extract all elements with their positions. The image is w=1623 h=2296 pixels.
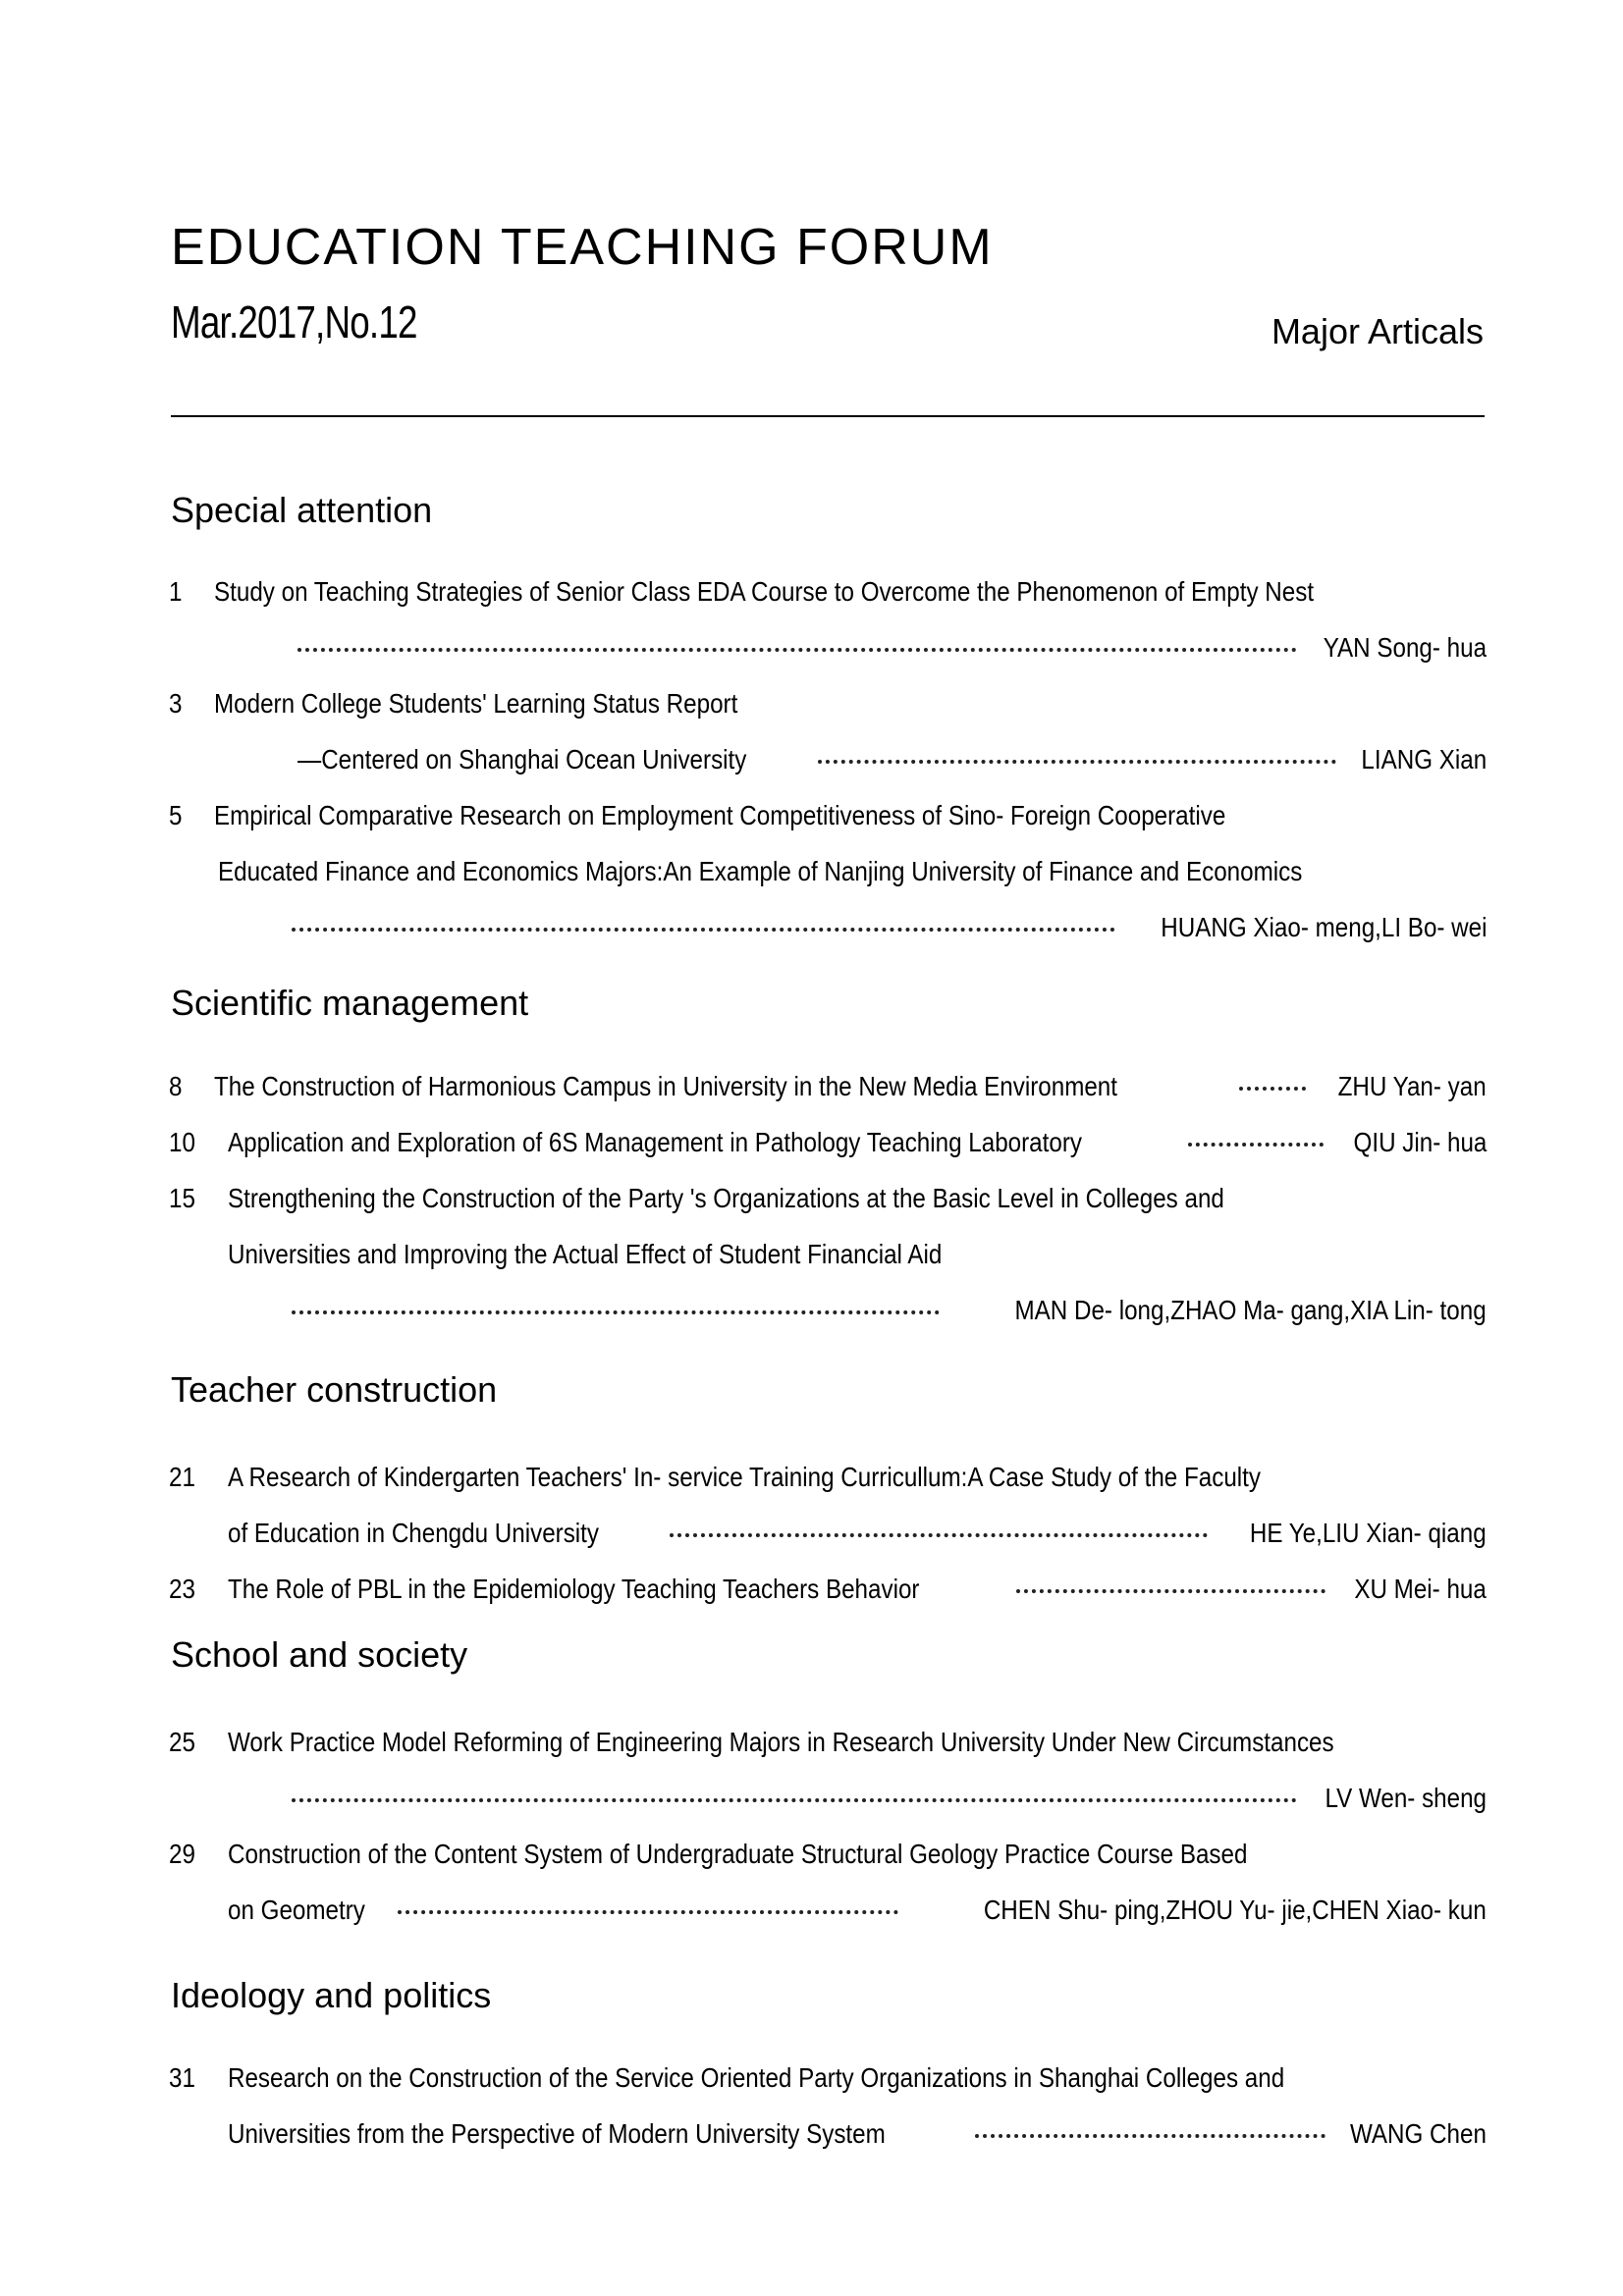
dot-leader: [670, 1533, 1208, 1537]
entry-title-line: Universities and Improving the Actual Effect of Student Financial Aid: [228, 1239, 943, 1269]
entry-page-number: 29: [169, 1839, 195, 1869]
entry-authors: LV Wen- sheng: [1325, 1783, 1487, 1813]
entry-authors: LIANG Xian: [1361, 744, 1487, 774]
section-heading-ideology-and-politics: Ideology and politics: [171, 1975, 492, 2015]
dot-leader: [1239, 1087, 1306, 1091]
entry-authors: HUANG Xiao- meng,LI Bo- wei: [1160, 912, 1487, 942]
dot-leader: [975, 2134, 1325, 2138]
dot-leader: [292, 1310, 940, 1314]
entry-title-line: Modern College Students' Learning Status Report: [214, 688, 738, 719]
section-label: Major Articals: [1271, 311, 1484, 351]
entry-page-number: 10: [169, 1127, 195, 1157]
entry-title-line: The Construction of Harmonious Campus in University in the New Media Environment: [214, 1071, 1117, 1101]
section-heading-scientific-management: Scientific management: [171, 983, 529, 1023]
section-heading-special-attention: Special attention: [171, 490, 433, 530]
dot-leader: [292, 928, 1115, 932]
entry-title-line: of Education in Chengdu University: [228, 1518, 600, 1548]
header-divider: [171, 415, 1485, 417]
journal-title: EDUCATION TEACHING FORUM: [171, 219, 994, 276]
entry-page-number: 23: [169, 1574, 195, 1604]
entry-page-number: 8: [169, 1071, 183, 1101]
entry-authors: HE Ye,LIU Xian- qiang: [1250, 1518, 1487, 1548]
entry-page-number: 25: [169, 1727, 195, 1757]
entry-title-line: Work Practice Model Reforming of Engineering Majors in Research University Under New Circumstances: [228, 1727, 1334, 1757]
entry-authors: XU Mei- hua: [1354, 1574, 1487, 1604]
entry-page-number: 3: [169, 688, 183, 719]
entry-title-line: Application and Exploration of 6S Management in Pathology Teaching Laboratory: [228, 1127, 1082, 1157]
entry-authors: QIU Jin- hua: [1353, 1127, 1487, 1157]
dot-leader: [1016, 1589, 1325, 1593]
dot-leader: [398, 1910, 898, 1914]
entry-page-number: 31: [169, 2062, 195, 2093]
entry-title-line: Empirical Comparative Research on Employment Competitiveness of Sino- Foreign Cooperative: [214, 800, 1226, 830]
entry-title-line: A Research of Kindergarten Teachers' In- service Training Curricullum:A Case Study of the Faculty: [228, 1462, 1261, 1492]
entry-page-number: 5: [169, 800, 183, 830]
section-heading-teacher-construction: Teacher construction: [171, 1369, 498, 1410]
entry-page-number: 15: [169, 1183, 195, 1213]
dot-leader: [292, 1798, 1297, 1802]
entry-title-line: The Role of PBL in the Epidemiology Teaching Teachers Behavior: [228, 1574, 920, 1604]
entry-authors: WANG Chen: [1350, 2118, 1487, 2149]
entry-title-line: Construction of the Content System of Undergraduate Structural Geology Practice Course Based: [228, 1839, 1248, 1869]
entry-authors: ZHU Yan- yan: [1337, 1071, 1487, 1101]
entry-title-line: Universities from the Perspective of Modern University System: [228, 2118, 886, 2149]
entry-authors: CHEN Shu- ping,ZHOU Yu- jie,CHEN Xiao- kun: [984, 1895, 1487, 1925]
entry-page-number: 21: [169, 1462, 195, 1492]
entry-title-line: Research on the Construction of the Service Oriented Party Organizations in Shanghai Colleges and: [228, 2062, 1285, 2093]
entry-authors: MAN De- long,ZHAO Ma- gang,XIA Lin- tong: [1014, 1295, 1487, 1325]
entry-title-line: —Centered on Shanghai Ocean University: [298, 744, 747, 774]
dot-leader: [818, 760, 1336, 764]
issue-info: Mar.2017,No.12: [171, 296, 417, 347]
entry-title-line: Educated Finance and Economics Majors:An Example of Nanjing University of Finance and Economics: [218, 856, 1303, 886]
entry-authors: YAN Song- hua: [1323, 632, 1487, 663]
dot-leader: [298, 648, 1297, 652]
entry-title-line: Strengthening the Construction of the Party 's Organizations at the Basic Level in Colleges and: [228, 1183, 1224, 1213]
entry-title-line: Study on Teaching Strategies of Senior Class EDA Course to Overcome the Phenomenon of Empty Nest: [214, 576, 1315, 607]
entry-page-number: 1: [169, 576, 183, 607]
section-heading-school-and-society: School and society: [171, 1634, 468, 1675]
dot-leader: [1188, 1143, 1324, 1147]
entry-title-line: on Geometry: [228, 1895, 365, 1925]
